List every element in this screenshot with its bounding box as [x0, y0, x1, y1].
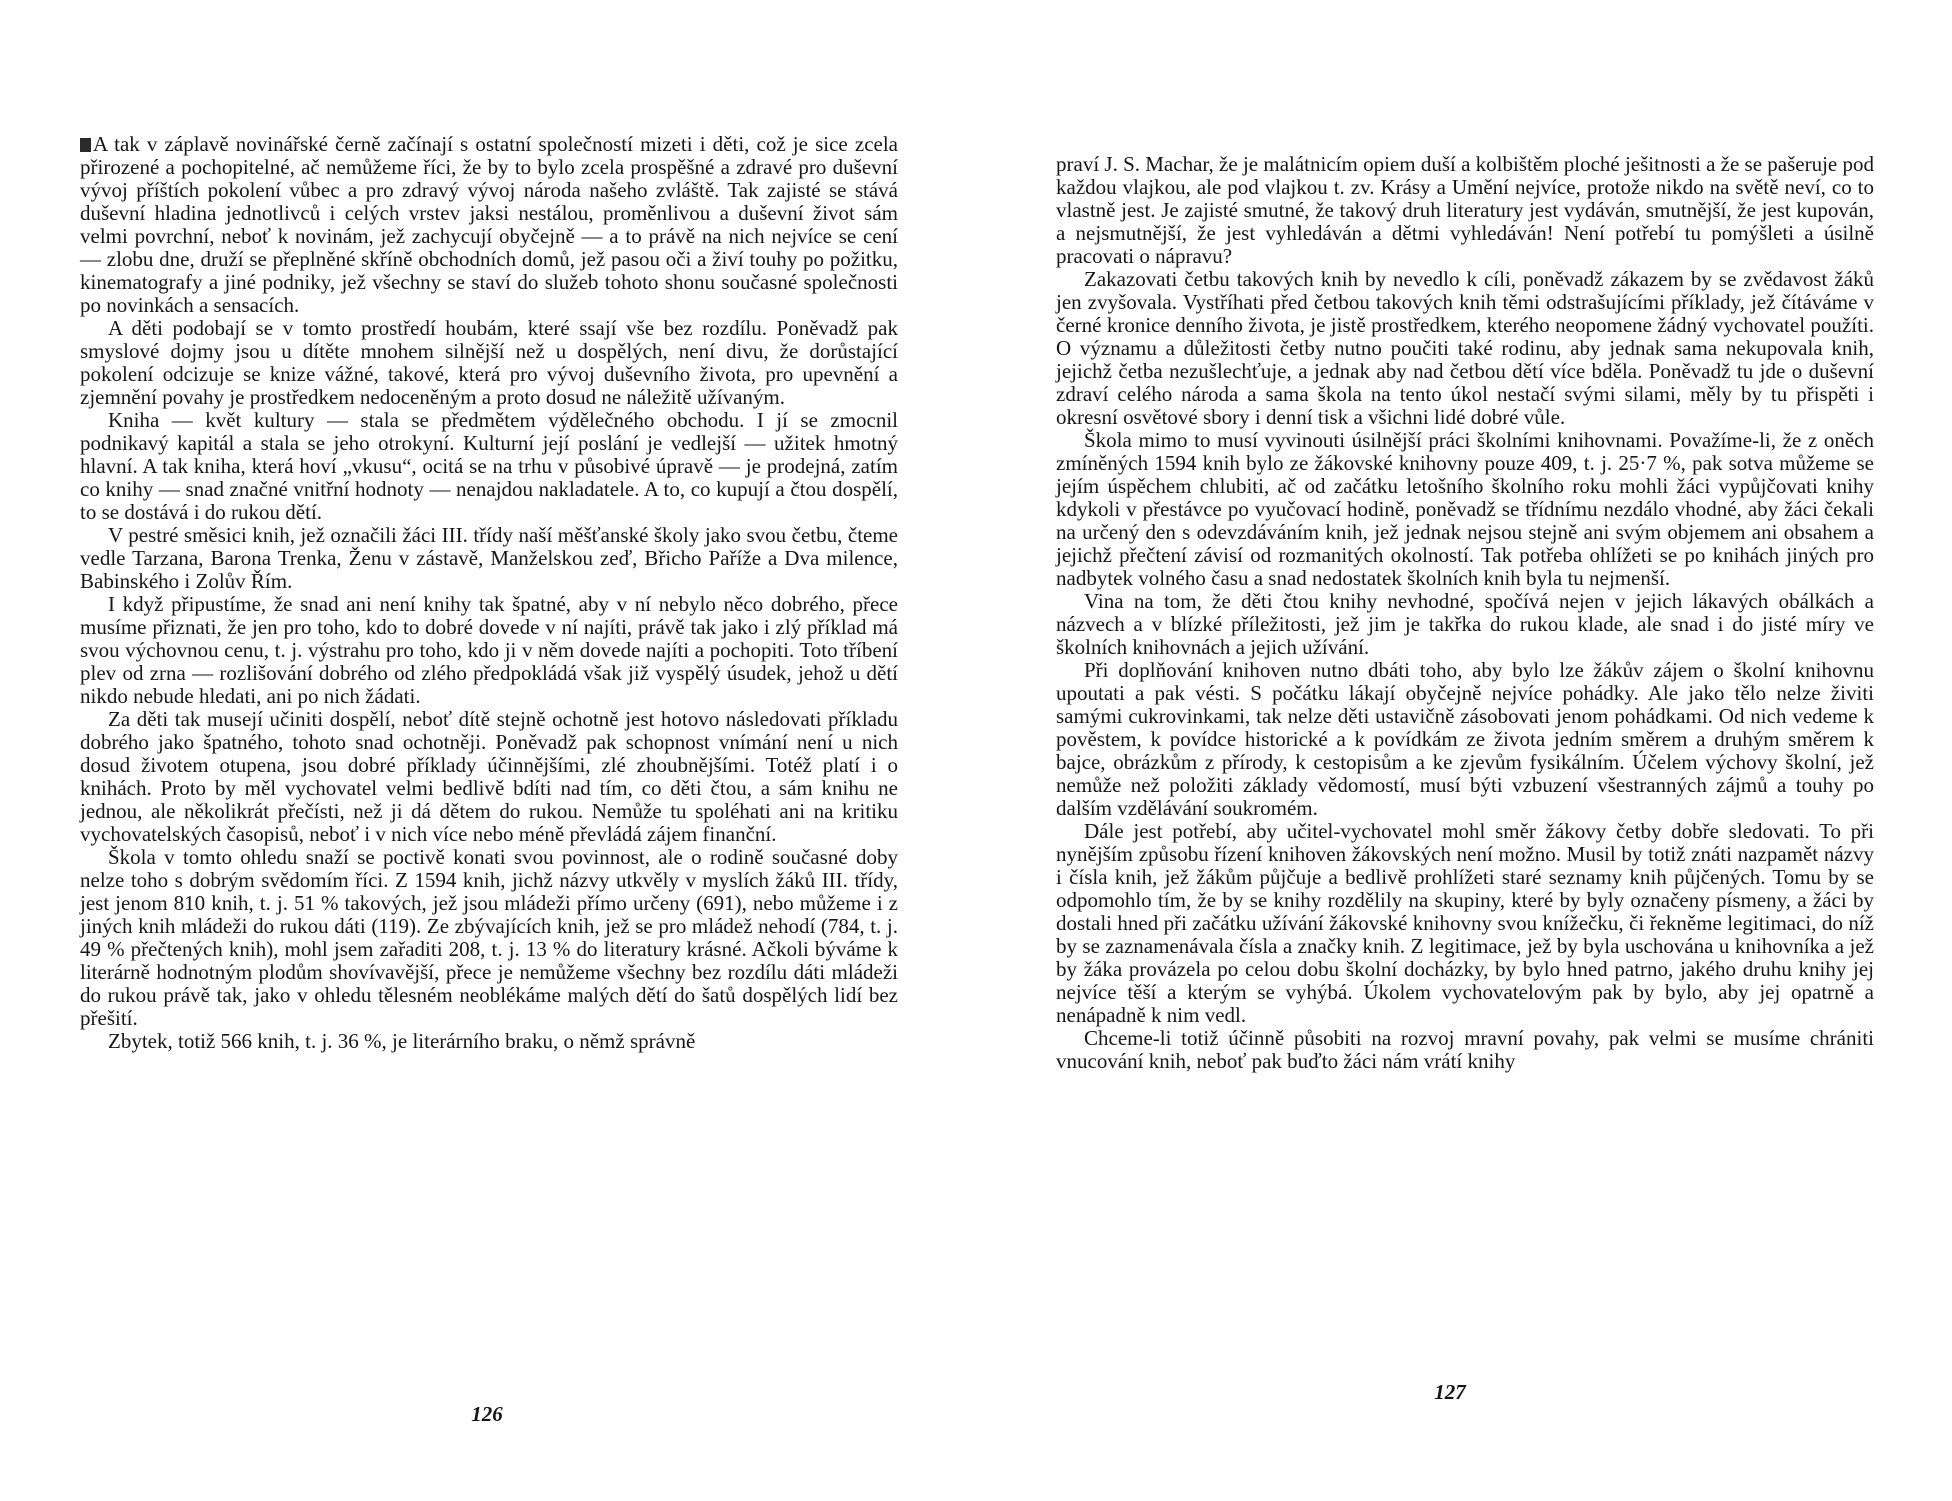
paragraph: A tak v záplavě novinářské černě začínají s ostatní společností mizeti i děti, což je sice zcela přirozené a pochopitelné, ač nemůžeme říci, že by to bylo zcela prospěšné a zdravé pro duševní vývoj příštích pokolení vůbec a pro zdravý vývoj národa našeho zvláště. Tak zajisté se stává duševní hladina jednotlivců i celých vrstev jaksi nestálou, proměnlivou a duševní život sám velmi povrchní, neboť k novinám, jež zachycují obyčejně — a to právě na nich nejvíce se cení — zlobu dne, druží se přeplněné skříně obchodních domů, jež pasou oči a živí touhy po požitku, kinematografy a jiné podniky, jež všechny se staví do služeb tohoto shonu současné společnosti po novinkách a sensacích. [80, 132, 898, 317]
paragraph-mark-icon [80, 138, 91, 152]
paragraph: Kniha — květ kultury — stala se předmětem výdělečného obchodu. I jí se zmocnil podnikavý kapitál a stala se jeho otrokyní. Kulturní její poslání je vedlejší — užitek hmotný hlavní. A tak kniha, která hoví „vkusu“, ocitá se na trhu v působivé úpravě — je prodejná, zatím co knihy — snad značné vnitřní hodnoty — nenajdou nakladatele. A to, co kupují a čtou dospělí, to se dostává i do rukou dětí. [80, 408, 898, 524]
paragraph: A děti podobají se v tomto prostředí houbám, které ssají vše bez rozdílu. Poněvadž pak smyslové dojmy jsou u dítěte mnohem silnější než u dospělých, není divu, že dorůstající pokolení odcizuje se knize vážné, takové, která pro vývoj duševního života, pro upevnění a zjemnění povahy je prostředkem nedoceněným a proto dosud ne náležitě užívaným. [80, 316, 898, 409]
paragraph: Škola v tomto ohledu snaží se poctivě konati svou povinnost, ale o rodině současné doby nelze toho s dobrým svědomím říci. Z 1594 knih, jichž názvy utkvěly v myslích žáků III. třídy, jest jenom 810 knih, t. j. 51 % takových, jež jsou mládeži přímo určeny (691), nebo můžeme i z jiných knih mládeži do rukou dáti (119). Ze zbývajících knih, jež se pro mládež nehodí (784, t. j. 49 % přečtených knih), mohl jsem zařaditi 208, t. j. 13 % do literatury krásné. Ačkoli býváme k literárně hodnotným plodům shovívavější, přece je nemůžeme všechny bez rozdílu dáti mládeži do rukou právě tak, jako v ohledu tělesném neoblékáme malých dětí do šatů dospělých lidí bez přešití. [80, 845, 898, 1030]
right-page [976, 0, 1952, 1501]
paragraph: Dále jest potřebí, aby učitel-vychovatel mohl směr žákovy četby dobře sledovati. To při nynějším způsobu řízení knihoven žákovských není možno. Musil by totiž znáti nazpamět názvy i čísla knih, jež žákům půjčuje a bedlivě prohlížeti staré seznamy knih půjčených. Tomu by se odpomohlo tím, že by se knihy rozdělily na skupiny, které by byly označeny písmeny, a žáci by dostali hned při začátku užívání žákovské knihovny svou knížečku, či řekněme legitimaci, do níž by se zaznamenávala čísla a značky knih. Z legitimace, jež by byla uschována u knihovníka a jež by žáka provázela po celou dobu školní docházky, by bylo hned patrno, jakého druhu knihy jej nejvíce těší a kterým se vyhýbá. Úkolem vychovatelovým pak by bylo, aby jej opatrně a nenápadně k nim vedl. [1056, 819, 1874, 1027]
paragraph: Za děti tak musejí učiniti dospělí, neboť dítě stejně ochotně jest hotovo následovati příkladu dobrého jako špatného, tohoto snad ochotněji. Poněvadž pak schopnost vnímání není u nich dosud životem otupena, jsou dobré příklady účinnějšími, zlé zhoubnějšími. Totéž platí i o knihách. Proto by měl vychovatel velmi bedlivě bdíti nad tím, co děti čtou, a sám knihu ne jednou, ale několikrát přečísti, než ji dá dětem do rukou. Nemůže tu spoléhati ani na kritiku vychovatelských časopisů, neboť i v nich více nebo méně převládá zájem finanční. [80, 707, 898, 846]
paragraph: Vina na tom, že děti čtou knihy nevhodné, spočívá nejen v jejich lákavých obálkách a názvech a v blízké příležitosti, jež jim je takřka do rukou klade, ale snad i do jisté míry ve školních knihovnách a jejich užívání. [1056, 589, 1874, 659]
page-number: 126 [471, 1402, 503, 1426]
paragraph: Zakazovati četbu takových knih by nevedlo k cíli, poněvadž zákazem by se zvědavost žáků jen zvyšovala. Vystříhati před četbou takových knih těmi odstrašujícími příklady, jež čítáváme v černé kronice denního života, je jistě prostředkem, kterého neopomene žádný vychovatel použíti. O významu a důležitosti četby nutno poučiti také rodinu, aby jednak sama nekupovala knih, jejichž četba nezušlechťuje, a jednak aby nad četbou dětí více bděla. Poněvadž tu jde o duševní zdraví celého národa a sama škola na tento úkol nestačí svými silami, měly by tu přispěti i okresní osvětové sbory i denní tisk a všichni lidé dobré vůle. [1056, 267, 1874, 429]
paragraph: V pestré směsici knih, jež označili žáci III. třídy naší měšťanské školy jako svou četbu, čteme vedle Tarzana, Barona Trenka, Ženu v zástavě, Manželskou zeď, Břicho Paříže a Dva milence, Babinského i Zolův Řím. [80, 523, 898, 593]
paragraph: Zbytek, totiž 566 knih, t. j. 36 %, je literárního braku, o němž správně [108, 1029, 696, 1053]
paragraph: praví J. S. Machar, že je malátnicím opiem duší a kolbištěm ploché ješitnosti a že se pašeruje pod každou vlajkou, ale pod vlajkou t. zv. Krásy a Umění nejvíce, protože nikdo na světě neví, co to vlastně jest. Je zajisté smutné, že takový druh literatury jest vydáván, smutnější, že jest kupován, a nejsmutnější, že jest vyhledáván a dětmi vyhledáván! Není potřebí tu pomýšleti a úsilně pracovati o nápravu? [1056, 152, 1874, 268]
paragraph: Škola mimo to musí vyvinouti úsilnější práci školními knihovnami. Považíme-li, že z oněch zmíněných 1594 knih bylo ze žákovské knihovny pouze 409, t. j. 25·7 %, pak sotva můžeme se jejím úspěchem chlubiti, ač od začátku letošního školního roku mohli žáci vypůjčovati knihy kdykoli v přestávce po vyučovací hodině, poněvadž se třídnímu nezdálo vhodné, aby žáci čekali na určený den s odevzdáváním knih, jež jednak nejsou stejně ani svým objemem ani obsahem a jejichž přečtení závisí od rozmanitých okolností. Tak potřeba ohlížeti se po knihách jiných pro nadbytek volného času a snad nedostatek školních knih byla tu nejmenší. [1056, 428, 1874, 590]
paragraph: Chceme-li totiž účinně působiti na rozvoj mravní povahy, pak velmi se musíme chrániti vnucování knih, neboť pak buďto žáci nám vrátí knihy [1056, 1026, 1874, 1073]
page-number: 127 [1434, 1380, 1466, 1404]
paragraph: I když připustíme, že snad ani není knihy tak špatné, aby v ní nebylo něco dobrého, přece musíme přiznati, že jen pro toho, kdo to dobré dovede v ní najíti, právě tak jako i zlý příklad má svou výchovnou cenu, t. j. výstrahu pro toho, kdo ji v něm dovede najíti a pochopiti. Toto tříbení plev od zrna — rozlišování dobrého od zlého předpokládá však již vyspělý úsudek, jehož u dětí nikdo nebude hledati, ani po nich žádati. [80, 592, 898, 708]
paragraph: Při doplňování knihoven nutno dbáti toho, aby bylo lze žákův zájem o školní knihovnu upoutati a pak vésti. S počátku lákají obyčejně nejvíce pohádky. Ale jako tělo nelze živiti samými cukrovinkami, tak nelze děti ustavičně zásobovati jenom pohádkami. Od nich vedeme k pověstem, k povídce historické a k povídkám ze života jedním směrem a druhým směrem k bajce, obrázkům z přírody, k cestopisům a ke zjevům fysikálním. Účelem výchovy školní, jež nemůže než položiti základy vědomostí, musí býti vzbuzení všestranných zájmů a touhy po dalším vzdělávání soukromém. [1056, 658, 1874, 820]
right-page-text [1056, 153, 1874, 1073]
left-page-text [80, 133, 898, 1053]
